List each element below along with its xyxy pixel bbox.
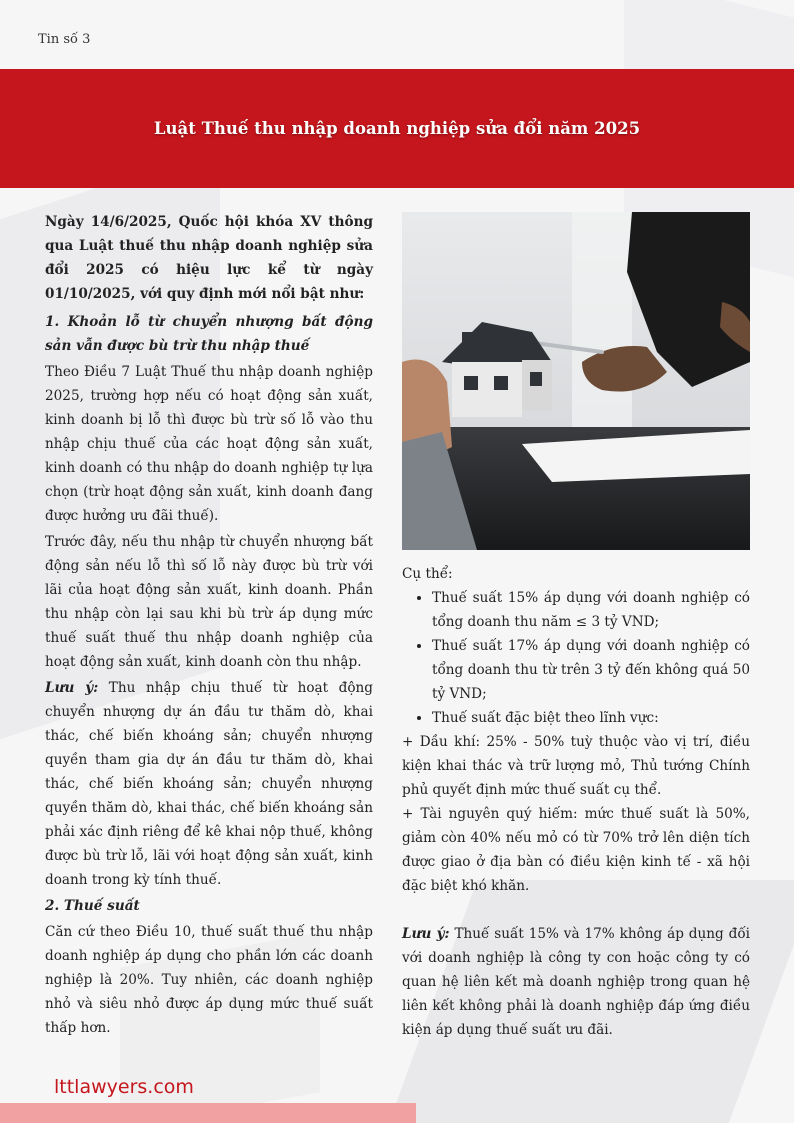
issue-number: Tin số 3 [38, 32, 91, 47]
list-item: • Thuế suất đặc biệt theo lĩnh vực: [432, 706, 750, 730]
website-link[interactable]: lttlawyers.com [54, 1076, 194, 1098]
note-text: Thu nhập chịu thuế từ hoạt động chuyển nhượng dự án đầu tư thăm dò, khai thác, chế biến khoáng sản; chuyển nhượng quyền tham gia dự án đầu tư thăm dò, khai thác, chế biến khoáng sản; chuyển nhượng quyền thăm dò, khai thác, chế biến khoáng sản phải xác định riêng để kê khai nộp thuế, không được bù trừ lỗ, lãi với hoạt động sản xuất, kinh doanh trong kỳ tính thuế. [45, 680, 373, 888]
note-label: Lưu ý: [402, 926, 450, 942]
oil-gas-paragraph: + Dầu khí: 25% - 50% tuỳ thuộc vào vị trí, điều kiện khai thác và trữ lượng mỏ, Thủ tướng Chính phủ quyết định mức thuế suất cụ thể. [402, 734, 750, 798]
house-model-photo [402, 212, 750, 550]
photo-illustration [402, 212, 750, 550]
list-item: • Thuế suất 17% áp dụng với doanh nghiệp có tổng doanh thu từ trên 3 tỷ đến không quá 50 tỷ VND; [432, 634, 750, 706]
section2-heading: 2. Thuế suất [45, 898, 140, 914]
lead-paragraph: Ngày 14/6/2025, Quốc hội khóa XV thông qua Luật thuế thu nhập doanh nghiệp sửa đổi 2025 có hiệu lực kể từ ngày 01/10/2025, với quy định mới nổi bật như: [45, 214, 373, 302]
left-column [45, 210, 373, 1042]
footer-bar [0, 1103, 416, 1123]
section1-paragraph-2: Trước đây, nếu thu nhập từ chuyển nhượng bất động sản nếu lỗ thì số lỗ này được bù trừ với lãi của hoạt động sản xuất, kinh doanh. Phần thu nhập còn lại sau khi bù trừ áp dụng mức thuế suất thuế thu nhập doanh nghiệp của hoạt động sản xuất, kinh doanh còn thu nhập. [45, 534, 373, 670]
right-column [402, 562, 750, 1042]
rare-resources-paragraph: + Tài nguyên quý hiếm: mức thuế suất là 50%, giảm còn 40% nếu mỏ có từ 70% trở lên diện tích được giao ở địa bàn có điều kiện kinh tế - xã hội đặc biệt khó khăn. [402, 806, 750, 894]
list-item: • Thuế suất 15% áp dụng với doanh nghiệp có tổng doanh thu năm ≤ 3 tỷ VND; [432, 586, 750, 634]
tax-rate-list [402, 586, 750, 730]
page-title: Luật Thuế thu nhập doanh nghiệp sửa đổi năm 2025 [153, 119, 641, 138]
note-text: Thuế suất 15% và 17% không áp dụng đối với doanh nghiệp là công ty con hoặc công ty có quan hệ liên kết mà doanh nghiệp trong quan hệ liên kết không phải là doanh nghiệp đáp ứng điều kiện áp dụng thuế suất ưu đãi. [402, 926, 750, 1038]
note-label: Lưu ý: [45, 680, 99, 696]
section1-heading: 1. Khoản lỗ từ chuyển nhượng bất động sản vẫn được bù trừ thu nhập thuế [45, 314, 373, 354]
section2-paragraph-1: Căn cứ theo Điều 10, thuế suất thuế thu nhập doanh nghiệp áp dụng cho phần lớn các doanh nghiệp là 20%. Tuy nhiên, các doanh nghiệp nhỏ và siêu nhỏ được áp dụng mức thuế suất thấp hơn. [45, 924, 373, 1036]
specifics-intro: Cụ thể: [402, 566, 453, 582]
note-paragraph-2 [402, 922, 750, 1042]
spacer [402, 898, 750, 922]
title-banner [0, 69, 794, 188]
section1-paragraph-1: Theo Điều 7 Luật Thuế thu nhập doanh nghiệp 2025, trường hợp nếu có hoạt động sản xuất, kinh doanh bị lỗ thì được bù trừ số lỗ vào thu nhập chịu thuế của các hoạt động sản xuất, kinh doanh có thu nhập do doanh nghiệp tự lựa chọn (trừ hoạt động sản xuất, kinh doanh đang được hưởng ưu đãi thuế). [45, 364, 373, 524]
note-paragraph-1 [45, 676, 373, 892]
